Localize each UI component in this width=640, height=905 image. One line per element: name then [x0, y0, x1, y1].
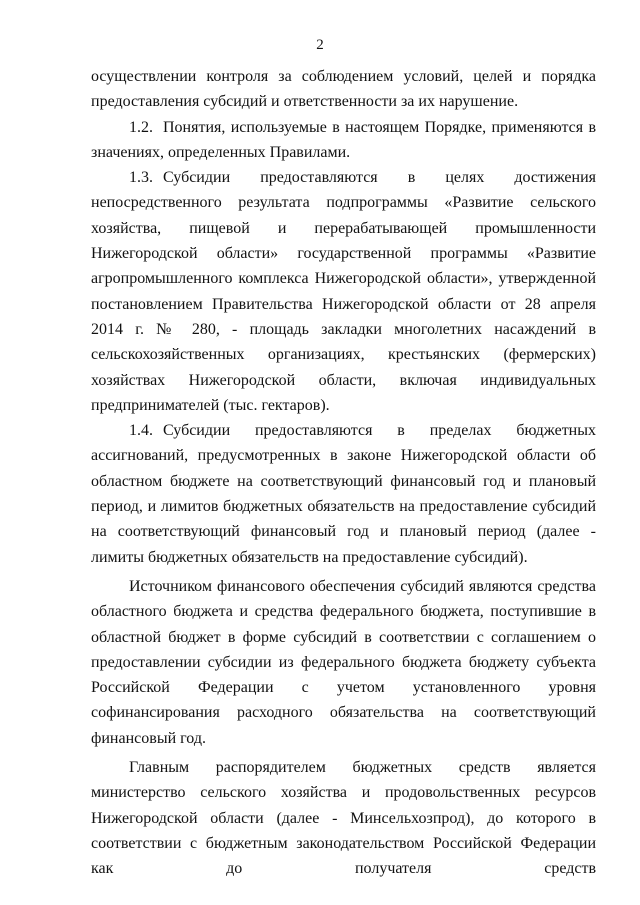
paragraph-budget-manager [91, 755, 596, 881]
paragraph-number: 1.3. [129, 169, 153, 187]
paragraph-text: осуществлении контроля за соблюдением условий, целей и порядка предоставления субсидий и ответственности за их нарушение. [91, 68, 596, 111]
paragraph-number: 1.4. [129, 422, 153, 440]
page-number: 2 [316, 37, 324, 53]
paragraph-text: Субсидии предоставляются в целях достижения непосредственного результата подпрограммы «Развитие сельского хозяйства, пищевой и перерабатывающей промышленности Нижегородской области» государственной программы «Развитие агропромышленного комплекса Нижегородской области», утвержденной постановлением Правительства Нижегородской области от 28 апреля 2014 г. № 280, - площадь закладки многолетних насаждений в сельскохозяйственных организациях, крестьянских (фермерских) хозяйствах Нижегородской области, включая индивидуальных предпринимателей (тыс. гектаров). [91, 169, 596, 414]
paragraph-text: Источником финансового обеспечения субсидий являются средства областного бюджета и средства федерального бюджета, поступившие в областной бюджет в форме субсидий в соответствии с соглашением о предоставлении субсидии из федерального бюджета бюджету субъекта Российской Федерации с учетом установленного уровня софинансирования расходного обязательства на соответствующий финансовый год. [91, 577, 596, 747]
paragraph-text: Субсидии предоставляются в пределах бюджетных ассигнований, предусмотренных в законе Нижегородской области об областном бюджете на соответствующий финансовый год и плановый период, и лимитов бюджетных обязательств на предоставление субсидий на соответствующий финансовый год и плановый период (далее - лимиты бюджетных обязательств на предоставление субсидий). [91, 422, 596, 566]
paragraph-text: Главным распорядителем бюджетных средств является министерство сельского хозяйства и продовольственных ресурсов Нижегородской области (далее - Минсельхозпрод), до которого в соответствии с бюджетным законодательством Российской Федерации как до получателя средств [91, 759, 596, 878]
paragraph-1-3 [91, 165, 596, 418]
paragraph-funding-source [91, 574, 596, 751]
paragraph-1-4 [91, 418, 596, 570]
paragraph-number: 1.2. [129, 118, 153, 136]
paragraph-1-2 [91, 115, 596, 166]
paragraph-text: Понятия, используемые в настоящем Порядке, применяются в значениях, определенных Правилами. [91, 118, 596, 161]
document-body [91, 64, 596, 882]
paragraph-continuation [91, 64, 596, 115]
